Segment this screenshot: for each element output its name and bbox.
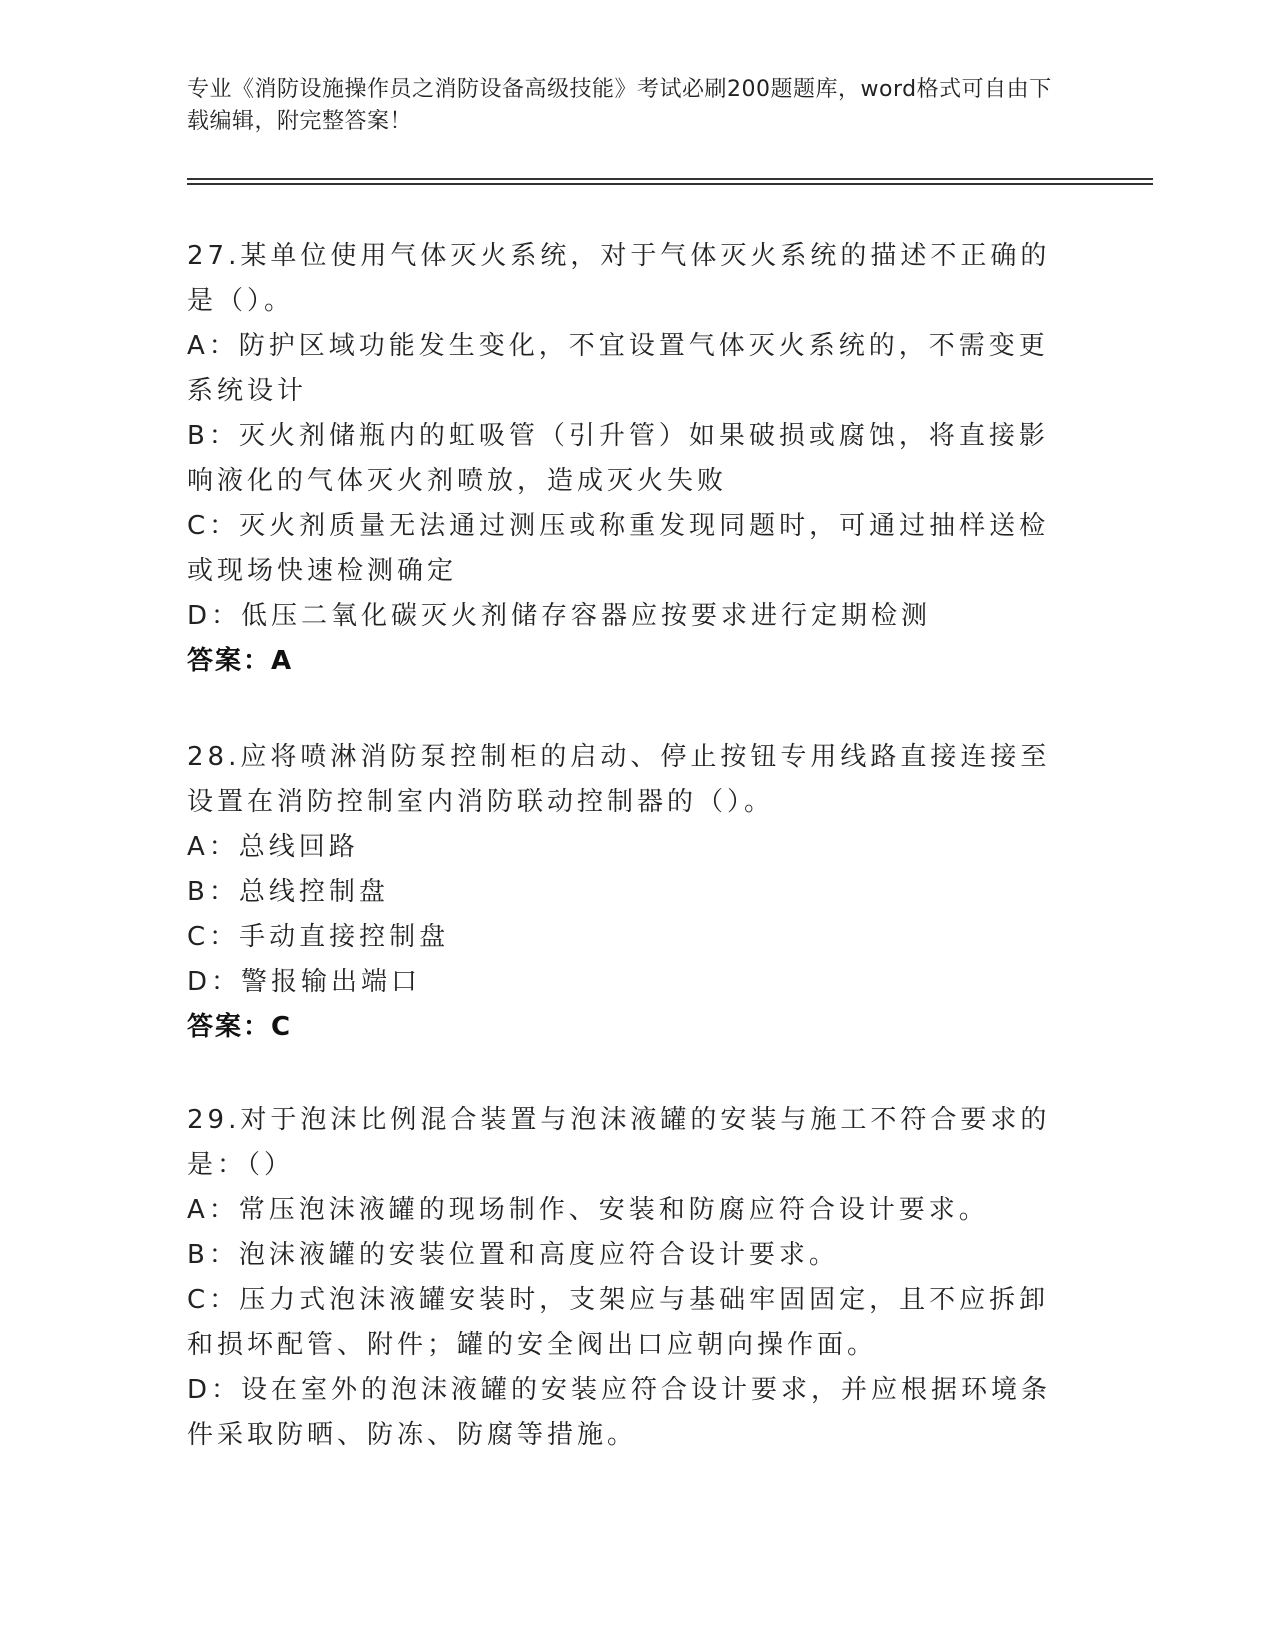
question-27 <box>187 234 1067 684</box>
option-c: C：手动直接控制盘 <box>187 922 450 952</box>
option-b: B：泡沫液罐的安装位置和高度应符合设计要求。 <box>187 1240 839 1270</box>
option-d: D：警报输出端口 <box>187 967 422 997</box>
question-stem: 29.对于泡沫比例混合装置与泡沫液罐的安装与施工不符合要求的是：（） <box>187 1105 1051 1180</box>
question-29 <box>187 1098 1067 1458</box>
option-c: C：压力式泡沫液罐安装时，支架应与基础牢固固定，且不应拆卸和损坏配管、附件；罐的安全阀出口应朝向操作面。 <box>187 1285 1050 1360</box>
option-a: A：防护区域功能发生变化，不宜设置气体灭火系统的，不需变更系统设计 <box>187 331 1049 406</box>
header-divider-top <box>187 178 1153 180</box>
option-b: B：总线控制盘 <box>187 877 389 907</box>
option-d: D：设在室外的泡沫液罐的安装应符合设计要求，并应根据环境条件采取防晒、防冻、防腐等措施。 <box>187 1375 1052 1450</box>
option-a: A：常压泡沫液罐的现场制作、安装和防腐应符合设计要求。 <box>187 1195 989 1225</box>
option-d: D：低压二氧化碳灭火剂储存容器应按要求进行定期检测 <box>187 601 932 631</box>
question-stem: 28.应将喷淋消防泵控制柜的启动、停止按钮专用线路直接连接至设置在消防控制室内消防联动控制器的（）。 <box>187 742 1051 817</box>
document-header: 专业《消防设施操作员之消防设备高级技能》考试必刷200题题库，word格式可自由下载编辑，附完整答案！ <box>187 77 1052 134</box>
option-a: A：总线回路 <box>187 832 359 862</box>
answer-label: 答案：A <box>187 646 294 676</box>
header-divider-bottom <box>187 183 1153 185</box>
question-stem: 27.某单位使用气体灭火系统，对于气体灭火系统的描述不正确的是（）。 <box>187 241 1051 316</box>
option-c: C：灭火剂质量无法通过测压或称重发现同题时，可通过抽样送检或现场快速检测确定 <box>187 511 1050 586</box>
answer-label: 答案：C <box>187 1012 293 1042</box>
option-b: B：灭火剂储瓶内的虹吸管（引升管）如果破损或腐蚀，将直接影响液化的气体灭火剂喷放，造成灭火失败 <box>187 421 1049 496</box>
question-28 <box>187 735 1067 1050</box>
